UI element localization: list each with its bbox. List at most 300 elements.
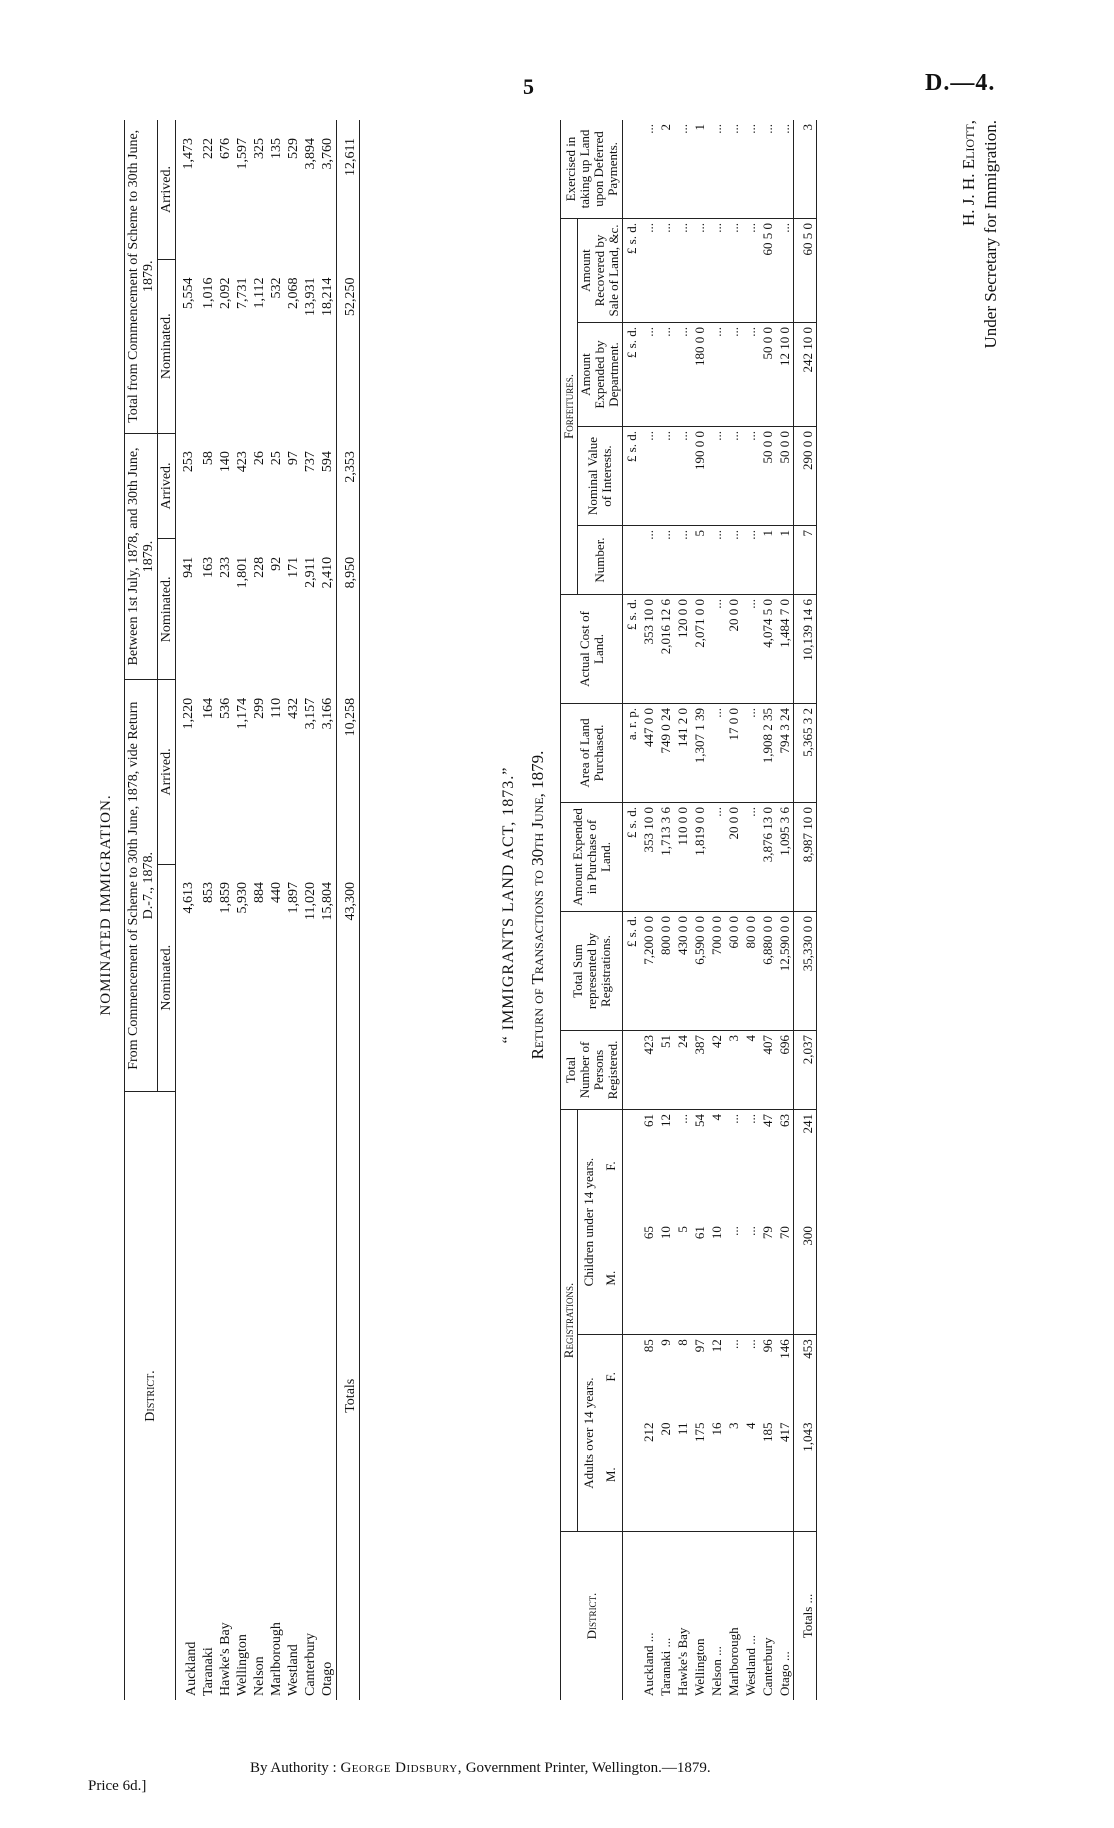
amount-recovered-header: Amount Recovered by Sale of Land, &c.: [578, 219, 623, 323]
total-cell: 43,300: [337, 864, 360, 1091]
value-cell: ...: [725, 323, 742, 427]
table-row: [217, 120, 234, 1700]
value-cell: 92: [269, 556, 284, 571]
value-cell: ...: [726, 1339, 741, 1349]
value-cell: ...: [640, 526, 657, 595]
value-cell: ...: [657, 427, 674, 526]
totals-label: Totals ...: [794, 1532, 817, 1701]
value-cell: ...: [759, 120, 776, 219]
value-cell: ...: [640, 427, 657, 526]
value-cell: ...: [675, 1114, 690, 1124]
value-cell: 20 0 0: [725, 803, 742, 912]
value-cell: ...: [674, 526, 691, 595]
value-cell: 5: [674, 1222, 691, 1335]
value-cell: 1: [759, 526, 776, 595]
value-cell: 447 0 0: [640, 704, 657, 803]
district-cell: Marlborough: [269, 1622, 284, 1696]
value-cell: 1,307 1 39: [691, 704, 708, 803]
total-cell: 60 5 0: [794, 219, 817, 323]
value-cell: 536: [218, 697, 233, 719]
value-cell: ...: [708, 526, 725, 595]
table-row: [234, 120, 251, 1700]
page-number: 5: [523, 74, 534, 99]
value-cell: 3,894: [303, 138, 318, 170]
authority-line: [250, 1760, 711, 1777]
value-cell: ...: [742, 595, 759, 704]
value-cell: 212: [640, 1419, 657, 1532]
value-cell: 12: [658, 1114, 673, 1127]
table-row: [657, 120, 674, 1700]
value-cell: 1,897: [286, 882, 301, 914]
value-cell: 10: [708, 1222, 725, 1335]
value-cell: 190 0 0: [691, 427, 708, 526]
value-cell: 5,930: [235, 882, 250, 914]
district-cell: Auckland ...: [641, 1632, 656, 1696]
nominated-header: Nominated.: [158, 539, 176, 680]
value-cell: ...: [640, 219, 657, 323]
amount-dept-header: Amount Expended by Department.: [578, 323, 623, 427]
value-cell: 1: [776, 526, 794, 595]
value-cell: ...: [708, 803, 725, 912]
value-cell: 2,068: [286, 277, 301, 309]
value-cell: 1,801: [235, 556, 250, 589]
value-cell: ...: [725, 526, 742, 595]
unit-empty: [623, 1110, 641, 1223]
district-cell: Auckland: [184, 1641, 199, 1696]
return-table: [560, 120, 817, 1700]
value-cell: 440: [269, 882, 284, 904]
value-cell: 110 0 0: [674, 803, 691, 912]
value-cell: 6,590 0 0: [691, 912, 708, 1031]
value-cell: 800 0 0: [657, 912, 674, 1031]
value-cell: 42: [708, 1031, 725, 1110]
table-row: [776, 120, 794, 1700]
value-cell: 432: [286, 697, 301, 719]
value-cell: 60 0 0: [725, 912, 742, 1031]
value-cell: 120 0 0: [674, 595, 691, 704]
district-cell: Taranaki: [201, 1647, 216, 1696]
value-cell: 2,071 0 0: [691, 595, 708, 704]
value-cell: ...: [776, 219, 794, 323]
value-cell: 185: [759, 1419, 776, 1532]
value-cell: 70: [776, 1222, 794, 1335]
act-title: “ IMMIGRANTS LAND ACT, 1873.”: [500, 766, 517, 1044]
unit-empty: [623, 1031, 641, 1110]
value-cell: ...: [708, 323, 725, 427]
district-cell: Wellington: [235, 1634, 250, 1696]
value-cell: ...: [657, 526, 674, 595]
printer-name: George Didsbury,: [340, 1760, 462, 1776]
value-cell: 63: [777, 1114, 792, 1127]
table-row: [708, 120, 725, 1700]
district-cell: Otago ...: [777, 1651, 792, 1696]
value-cell: 13,931: [303, 277, 318, 316]
district-cell: Hawke's Bay: [218, 1622, 233, 1696]
unit-lsd: £ s. d.: [623, 912, 641, 1031]
value-cell: 164: [201, 697, 216, 719]
total-cell: 52,250: [337, 259, 360, 433]
document-code: D.—4.: [925, 70, 996, 96]
units-row: [623, 120, 641, 1700]
value-cell: ...: [725, 427, 742, 526]
value-cell: 80 0 0: [742, 912, 759, 1031]
value-cell: 135: [269, 138, 284, 159]
value-cell: 2,410: [320, 556, 335, 589]
value-cell: 1,819 0 0: [691, 803, 708, 912]
value-cell: 141 2 0: [674, 704, 691, 803]
value-cell: 387: [691, 1031, 708, 1110]
value-cell: 529: [286, 138, 301, 159]
total-cell: 2,353: [337, 433, 360, 539]
value-cell: 17 0 0: [725, 704, 742, 803]
value-cell: 222: [201, 138, 216, 159]
value-cell: 1,112: [252, 277, 267, 309]
district-cell: Marlborough: [726, 1627, 741, 1696]
district-cell: Nelson: [252, 1656, 267, 1696]
price-label: Price 6d.]: [88, 1778, 147, 1794]
nominated-header: Nominated.: [158, 259, 176, 433]
value-cell: 20 0 0: [725, 595, 742, 704]
total-cell: 241: [794, 1110, 817, 1223]
table-row: [725, 120, 742, 1700]
total-cell: 8,987 10 0: [794, 803, 817, 912]
value-cell: 1,713 3 6: [657, 803, 674, 912]
unit-empty: [623, 120, 641, 219]
value-cell: ...: [742, 704, 759, 803]
ret-district-header: District.: [583, 1592, 599, 1640]
children-f-header: F.: [600, 1110, 623, 1223]
value-cell: 15,804: [320, 882, 335, 921]
value-cell: 54: [692, 1114, 707, 1127]
value-cell: 26: [252, 451, 267, 466]
value-cell: 5: [691, 526, 708, 595]
value-cell: 2: [657, 120, 674, 219]
total-cell: 35,330 0 0: [794, 912, 817, 1031]
actual-cost-header: Actual Cost of Land.: [561, 595, 623, 704]
nominal-value-header: Nominal Value of Interests.: [578, 427, 623, 526]
unit-lsd: £ s. d.: [623, 427, 641, 526]
table-row: [285, 120, 302, 1700]
value-cell: ...: [742, 803, 759, 912]
value-cell: ...: [742, 526, 759, 595]
value-cell: 228: [252, 556, 267, 578]
total-cell: 242 10 0: [794, 323, 817, 427]
value-cell: 11: [674, 1419, 691, 1532]
district-header: District.: [142, 1370, 158, 1422]
landscape-content: [90, 100, 1030, 1710]
nominated-immigration-title: NOMINATED IMMIGRATION.: [98, 794, 114, 1016]
value-cell: ...: [725, 1222, 742, 1335]
value-cell: 11,020: [303, 882, 318, 921]
total-cell: 300: [794, 1222, 817, 1335]
value-cell: 884: [252, 882, 267, 904]
total-sum-header: Total Sum represented by Registrations.: [561, 912, 623, 1031]
value-cell: 20: [657, 1419, 674, 1532]
district-cell: Westland: [286, 1644, 301, 1696]
totals-row: [794, 120, 817, 1700]
value-cell: 4: [742, 1031, 759, 1110]
unit-arp: a. r. p.: [623, 704, 641, 803]
total-persons-header: Total Number of Persons Registered.: [561, 1031, 623, 1110]
value-cell: 25: [269, 451, 284, 466]
district-cell: Hawke's Bay: [675, 1627, 690, 1696]
area-header: Area of Land Purchased.: [561, 704, 623, 803]
value-cell: ...: [691, 219, 708, 323]
value-cell: ...: [776, 120, 794, 219]
number-header: Number.: [578, 526, 623, 595]
value-cell: ...: [674, 427, 691, 526]
signature-block: [958, 120, 1002, 348]
total-cell: 12,611: [337, 120, 360, 259]
value-cell: 1,473: [180, 138, 196, 170]
value-cell: 299: [252, 697, 267, 719]
value-cell: 676: [218, 138, 233, 159]
value-cell: 1,220: [180, 697, 196, 730]
total-cell: 5,365 3 2: [794, 704, 817, 803]
value-cell: 50 0 0: [759, 427, 776, 526]
value-cell: 110: [269, 697, 284, 719]
table-row: [176, 120, 201, 1700]
value-cell: 2,092: [218, 277, 233, 309]
value-cell: 3,166: [320, 697, 335, 730]
unit-lsd: £ s. d.: [623, 595, 641, 704]
value-cell: ...: [640, 323, 657, 427]
value-cell: 65: [640, 1222, 657, 1335]
table-row: [251, 120, 268, 1700]
value-cell: 423: [235, 451, 250, 473]
value-cell: 6,880 0 0: [759, 912, 776, 1031]
table-row: [691, 120, 708, 1700]
value-cell: 171: [286, 556, 301, 578]
unit-empty: [623, 1419, 641, 1532]
value-cell: 4,613: [180, 882, 196, 914]
nominated-immigration-table: [124, 120, 360, 1700]
value-cell: 430 0 0: [674, 912, 691, 1031]
value-cell: 1,908 2 35: [759, 704, 776, 803]
value-cell: 417: [776, 1419, 794, 1532]
value-cell: 4: [709, 1114, 724, 1121]
value-cell: 97: [286, 451, 301, 466]
value-cell: 175: [691, 1419, 708, 1532]
value-cell: 423: [640, 1031, 657, 1110]
adults-header: Adults over 14 years.: [578, 1335, 601, 1532]
value-cell: 532: [269, 277, 284, 299]
unit-lsd: £ s. d.: [623, 219, 641, 323]
table-row: [674, 120, 691, 1700]
value-cell: 3,157: [303, 697, 318, 730]
value-cell: 1: [691, 120, 708, 219]
value-cell: 3,876 13 0: [759, 803, 776, 912]
value-cell: 4,074 5 0: [759, 595, 776, 704]
registrations-header: Registrations.: [561, 1110, 578, 1532]
value-cell: 163: [201, 556, 216, 578]
return-title: Return of Transactions to 30th June, 1879.: [528, 750, 547, 1060]
value-cell: 51: [657, 1031, 674, 1110]
table-row: [640, 120, 657, 1700]
value-cell: 12,590 0 0: [776, 912, 794, 1031]
value-cell: 7,200 0 0: [640, 912, 657, 1031]
forfeitures-header: Forfeitures.: [561, 219, 578, 595]
value-cell: 79: [759, 1222, 776, 1335]
totals-row: [337, 120, 360, 1700]
unit-empty: [623, 1222, 641, 1335]
value-cell: 60 5 0: [759, 219, 776, 323]
value-cell: 85: [641, 1339, 656, 1353]
value-cell: 2,016 12 6: [657, 595, 674, 704]
unit-lsd: £ s. d.: [623, 323, 641, 427]
value-cell: ...: [708, 219, 725, 323]
amount-expended-header: Amount Expended in Purchase of Land.: [561, 803, 623, 912]
value-cell: 1,484 7 0: [776, 595, 794, 704]
value-cell: 50 0 0: [776, 427, 794, 526]
value-cell: ...: [708, 704, 725, 803]
value-cell: 3: [725, 1419, 742, 1532]
signature-name: H. J. H. Eliott,: [959, 120, 978, 226]
value-cell: 1,174: [235, 697, 250, 730]
value-cell: 749 0 24: [657, 704, 674, 803]
table-row: [742, 120, 759, 1700]
table-row: [319, 120, 337, 1700]
value-cell: 18,214: [320, 277, 335, 316]
authority-prefix: By Authority :: [250, 1760, 337, 1776]
value-cell: ...: [657, 219, 674, 323]
value-cell: 7,731: [235, 277, 250, 309]
value-cell: 325: [252, 138, 267, 159]
value-cell: ...: [708, 120, 725, 219]
value-cell: 8: [675, 1339, 690, 1346]
value-cell: ...: [742, 1222, 759, 1335]
value-cell: 5,554: [180, 277, 196, 309]
children-header: Children under 14 years.: [578, 1110, 601, 1335]
value-cell: 696: [776, 1031, 794, 1110]
value-cell: 12: [709, 1339, 724, 1353]
value-cell: ...: [742, 120, 759, 219]
adults-m-header: M.: [600, 1419, 623, 1532]
value-cell: 1,859: [218, 882, 233, 914]
group-header: From Commencement of Scheme to 30th June, 1878, vide Return D.-7., 1878.: [125, 680, 158, 1092]
value-cell: 737: [303, 451, 318, 473]
value-cell: ...: [640, 120, 657, 219]
value-cell: 853: [201, 882, 216, 904]
table-row: [200, 120, 217, 1700]
value-cell: 58: [201, 451, 216, 466]
value-cell: 9: [658, 1339, 673, 1346]
value-cell: 233: [218, 556, 233, 578]
value-cell: 1,597: [235, 138, 250, 170]
value-cell: ...: [674, 323, 691, 427]
group-header: Between 1st July, 1878, and 30th June, 1879.: [125, 433, 158, 680]
value-cell: ...: [726, 1114, 741, 1124]
value-cell: ...: [674, 120, 691, 219]
unit-lsd: £ s. d.: [623, 803, 641, 912]
value-cell: 3,760: [320, 138, 335, 170]
value-cell: 50 0 0: [759, 323, 776, 427]
value-cell: 4: [742, 1419, 759, 1532]
value-cell: 794 3 24: [776, 704, 794, 803]
value-cell: 10: [657, 1222, 674, 1335]
value-cell: ...: [743, 1339, 758, 1349]
value-cell: 47: [760, 1114, 775, 1127]
value-cell: ...: [725, 219, 742, 323]
value-cell: ...: [742, 427, 759, 526]
value-cell: ...: [657, 323, 674, 427]
nominated-header: Nominated.: [158, 864, 176, 1091]
district-cell: Canterbury: [303, 1633, 318, 1696]
children-m-header: M.: [600, 1222, 623, 1335]
value-cell: 594: [320, 451, 335, 473]
district-cell: Canterbury: [760, 1637, 775, 1696]
value-cell: 407: [759, 1031, 776, 1110]
adults-f-header: F.: [600, 1335, 623, 1419]
value-cell: ...: [725, 120, 742, 219]
total-cell: 10,139 14 6: [794, 595, 817, 704]
district-cell: Wellington: [692, 1638, 707, 1696]
total-cell: 1,043: [794, 1419, 817, 1532]
value-cell: ...: [743, 1114, 758, 1124]
value-cell: 253: [180, 451, 196, 473]
value-cell: 353 10 0: [640, 595, 657, 704]
value-cell: 12 10 0: [776, 323, 794, 427]
value-cell: 96: [760, 1339, 775, 1353]
total-cell: 10,258: [337, 680, 360, 864]
value-cell: 1,016: [201, 277, 216, 309]
value-cell: ...: [708, 595, 725, 704]
value-cell: 24: [674, 1031, 691, 1110]
value-cell: 2,911: [303, 556, 318, 588]
group-header: Total from Commencement of Scheme to 30th June, 1879.: [125, 120, 158, 433]
total-cell: 453: [794, 1335, 817, 1419]
exercised-header: Exercised in taking up Land upon Deferred Payments.: [561, 120, 623, 219]
table-row: [302, 120, 319, 1700]
value-cell: 941: [180, 556, 196, 578]
unit-empty: [623, 1335, 641, 1419]
value-cell: ...: [742, 323, 759, 427]
table-row: [759, 120, 776, 1700]
arrived-header: Arrived.: [158, 680, 176, 864]
value-cell: ...: [674, 219, 691, 323]
value-cell: ...: [742, 219, 759, 323]
total-cell: 8,950: [337, 539, 360, 680]
district-cell: Westland ...: [743, 1634, 758, 1696]
unit-empty: [623, 526, 641, 595]
total-cell: 7: [794, 526, 817, 595]
total-cell: 3: [794, 120, 817, 219]
value-cell: 146: [777, 1339, 792, 1359]
district-cell: Nelson ...: [709, 1646, 724, 1696]
value-cell: ...: [708, 427, 725, 526]
value-cell: 700 0 0: [708, 912, 725, 1031]
authority-suffix: Government Printer, Wellington.—1879.: [465, 1760, 711, 1776]
totals-label: Totals: [337, 1092, 360, 1701]
value-cell: 97: [692, 1339, 707, 1353]
district-cell: Taranaki ...: [658, 1637, 673, 1696]
district-cell: Otago: [320, 1661, 335, 1696]
value-cell: 353 10 0: [640, 803, 657, 912]
value-cell: 16: [708, 1419, 725, 1532]
total-cell: 290 0 0: [794, 427, 817, 526]
table-row: [268, 120, 285, 1700]
value-cell: 61: [691, 1222, 708, 1335]
arrived-header: Arrived.: [158, 120, 176, 259]
value-cell: 180 0 0: [691, 323, 708, 427]
total-cell: 2,037: [794, 1031, 817, 1110]
arrived-header: Arrived.: [158, 433, 176, 539]
signature-title: Under Secretary for Immigration.: [981, 120, 1000, 349]
value-cell: 140: [218, 451, 233, 473]
value-cell: 1,095 3 6: [776, 803, 794, 912]
value-cell: 3: [725, 1031, 742, 1110]
value-cell: 61: [641, 1114, 656, 1127]
